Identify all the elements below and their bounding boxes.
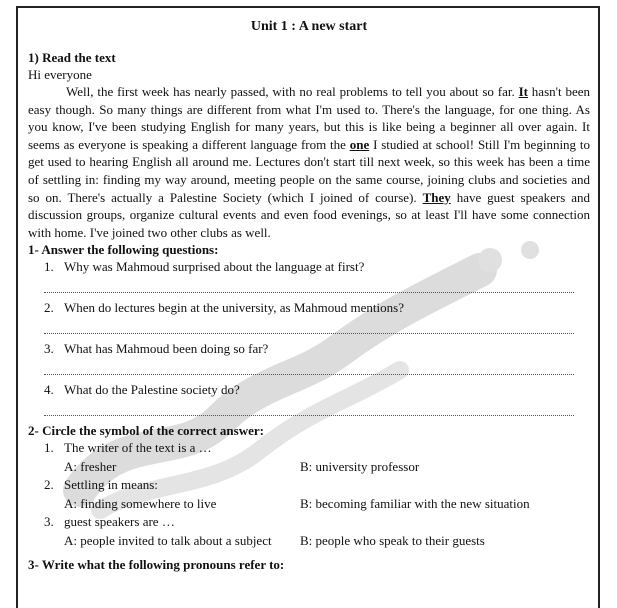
worksheet [28, 18, 590, 573]
question-number: 1. [44, 259, 54, 275]
mc-item [28, 513, 590, 550]
option-b[interactable]: B: people who speak to their guests [300, 532, 485, 548]
answer-line[interactable] [44, 403, 574, 416]
passage-part: hasn't been easy though. So many things are different from what I'm used to. There's the language, for one thing. As you know, I've been studying English for many years, but this is like being a beginner all over again. It seems as everyone is speaking a different language from the [28, 84, 590, 152]
question-text: What has Mahmoud been doing so far? [64, 341, 269, 357]
pronoun-it: It [518, 84, 528, 99]
mc-number: 2. [44, 477, 54, 493]
passage-part: I studied at school! Still I'm beginning to get used to hearing English all around me. Lectures don't start till next week, so this week has been a time of settling in: finding my way around, meeting people on the same course, joining clubs and societies and so on. There's actually a Palestine Society (which I joined of course). [28, 136, 590, 205]
passage-part: have guest speakers and discussion groups, organize cultural events and even food evenings, so at least I'll have some connection with home. I've joined two other clubs as well. [28, 189, 591, 240]
question-item [28, 258, 590, 293]
question-text: When do lectures begin at the university, as Mahmoud mentions? [64, 300, 404, 316]
option-b[interactable]: B: becoming familiar with the new situation [300, 495, 530, 511]
question-item [28, 299, 590, 334]
part2-heading: 2- Circle the symbol of the correct answer: [28, 423, 264, 439]
passage-part: Well, the first week has nearly passed, with no real problems to tell you about so far. [66, 84, 519, 99]
option-a[interactable]: A: finding somewhere to live [64, 495, 217, 511]
question-item [28, 340, 590, 375]
question-number: 2. [44, 300, 54, 316]
question-item [28, 381, 590, 416]
pronoun-one: one [349, 136, 370, 152]
question-number: 3. [44, 341, 54, 357]
answer-line[interactable] [44, 362, 574, 375]
option-a[interactable]: A: people invited to talk about a subject [64, 532, 272, 548]
answer-line[interactable] [44, 280, 574, 293]
page-title: Unit 1 : A new start [250, 19, 368, 34]
option-b[interactable]: B: university professor [300, 458, 420, 474]
question-text: What do the Palestine society do? [64, 382, 240, 398]
part1-heading: 1- Answer the following questions: [28, 242, 219, 258]
mc-stem: The writer of the text is a … [64, 440, 212, 456]
mc-number: 1. [44, 440, 54, 456]
greeting: Hi everyone [28, 67, 92, 82]
pronoun-they: They [422, 189, 451, 205]
section-read-heading: 1) Read the text [28, 50, 116, 65]
mc-stem: Settling in means: [64, 477, 158, 493]
mc-item [28, 439, 590, 476]
reading-passage [28, 83, 590, 241]
mc-number: 3. [44, 514, 54, 530]
mc-item [28, 476, 590, 513]
question-text: Why was Mahmoud surprised about the language at first? [64, 259, 365, 275]
option-a[interactable]: A: fresher [64, 458, 117, 474]
mc-stem: guest speakers are … [64, 514, 175, 530]
answer-line[interactable] [44, 321, 574, 334]
question-number: 4. [44, 382, 54, 398]
part3-heading: 3- Write what the following pronouns refer to: [28, 557, 285, 573]
